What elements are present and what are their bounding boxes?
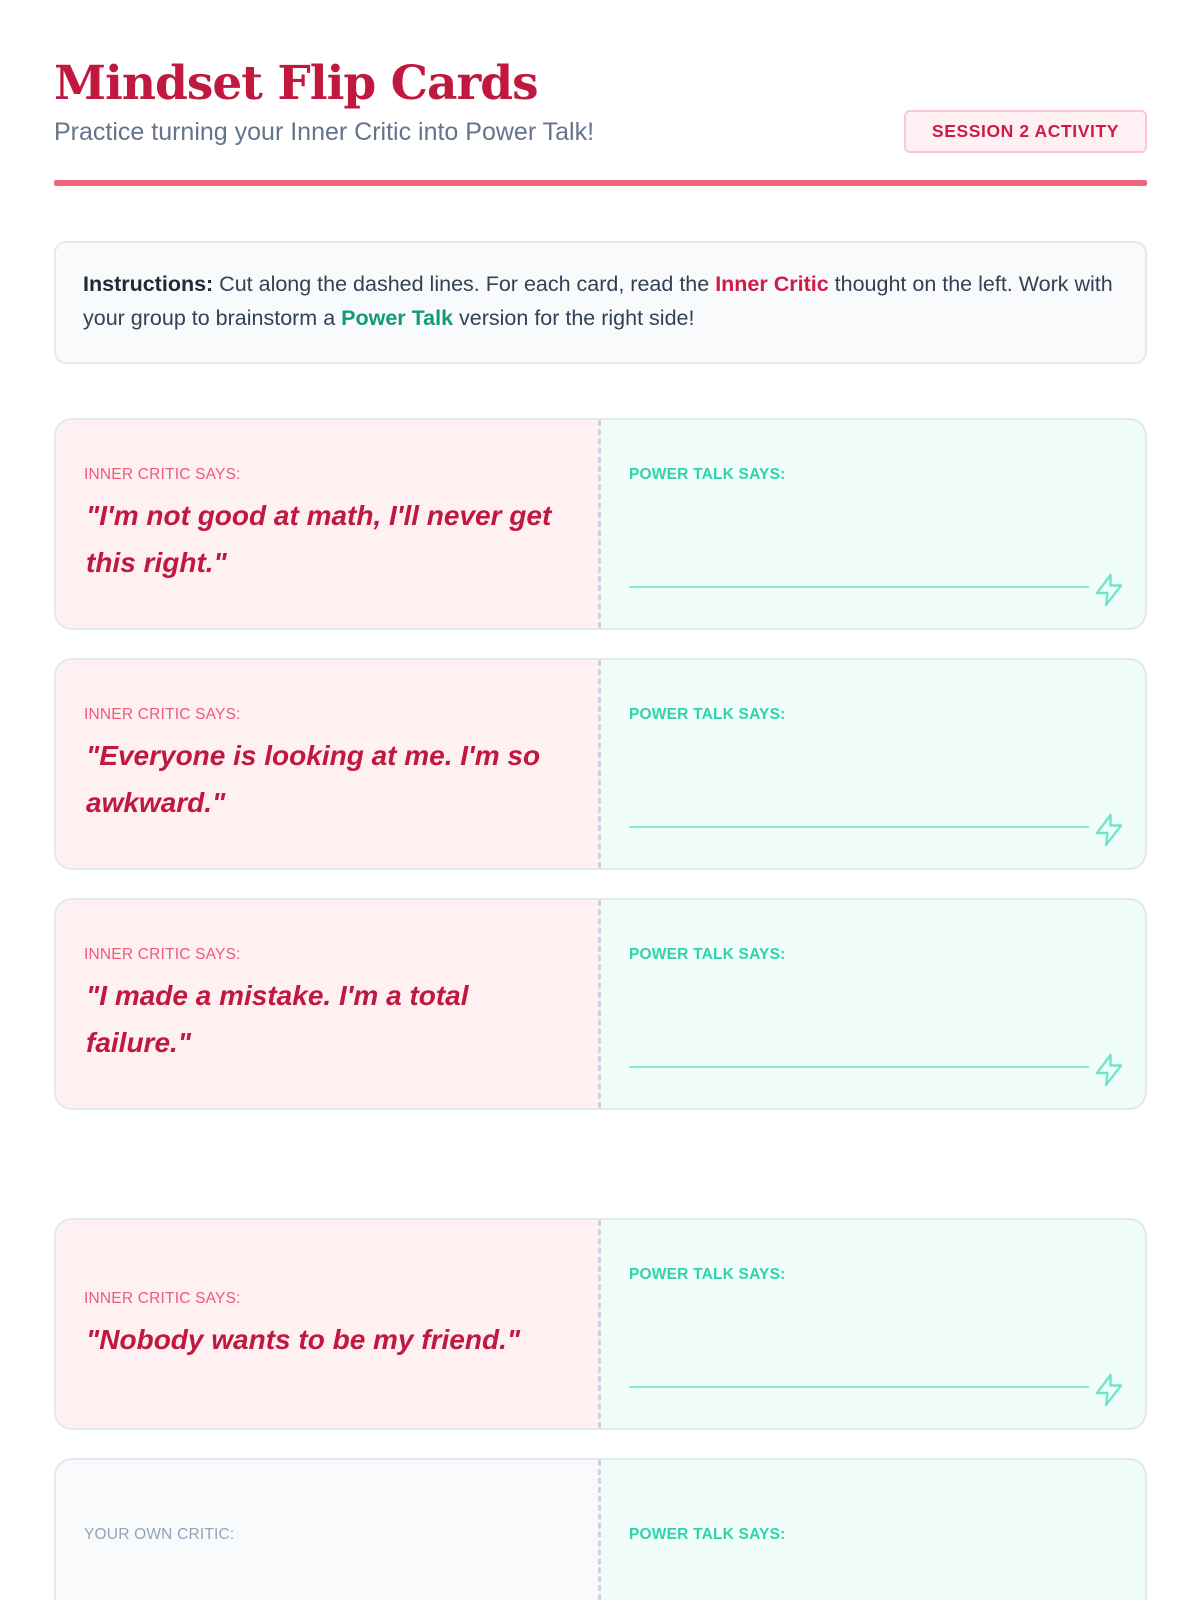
inner-critic-quote: "Everyone is looking at me. I'm so awkward." bbox=[86, 740, 541, 818]
power-talk-side bbox=[601, 420, 1145, 628]
inner-critic-side bbox=[56, 660, 601, 868]
lightning-bolt-icon bbox=[1091, 1370, 1127, 1410]
instructions-text-3: version for the right side! bbox=[453, 306, 695, 330]
power-talk-answer-line[interactable] bbox=[629, 586, 1089, 588]
page-subtitle: Practice turning your Inner Critic into Power Talk! bbox=[54, 118, 595, 146]
power-talk-answer-line[interactable] bbox=[629, 1066, 1089, 1068]
inner-critic-side bbox=[56, 1220, 601, 1428]
power-talk-side bbox=[601, 1460, 1145, 1600]
lightning-bolt-icon bbox=[1091, 1050, 1127, 1090]
session-badge: SESSION 2 ACTIVITY bbox=[904, 110, 1147, 153]
power-talk-term: Power Talk bbox=[341, 306, 454, 330]
power-talk-answer-line[interactable] bbox=[629, 826, 1089, 828]
power-talk-label: POWER TALK SAYS: bbox=[629, 946, 786, 963]
inner-critic-side bbox=[56, 420, 601, 628]
instructions-text-2: thought on the left. Work with your group to brainstorm a bbox=[83, 272, 1113, 330]
power-talk-label: POWER TALK SAYS: bbox=[629, 466, 786, 483]
flip-card bbox=[54, 1218, 1147, 1430]
flip-card bbox=[54, 418, 1147, 630]
power-talk-answer-line[interactable] bbox=[629, 1386, 1089, 1388]
inner-critic-label: INNER CRITIC SAYS: bbox=[84, 1290, 241, 1307]
own-critic-side bbox=[56, 1460, 601, 1600]
header-divider bbox=[54, 180, 1147, 186]
inner-critic-side bbox=[56, 900, 601, 1108]
instructions-box bbox=[54, 241, 1147, 364]
inner-critic-label: INNER CRITIC SAYS: bbox=[84, 946, 241, 963]
power-talk-label: POWER TALK SAYS: bbox=[629, 706, 786, 723]
inner-critic-label: INNER CRITIC SAYS: bbox=[84, 466, 241, 483]
lightning-bolt-icon bbox=[1091, 570, 1127, 610]
inner-critic-quote: "I made a mistake. I'm a total failure." bbox=[86, 980, 469, 1058]
power-talk-side bbox=[601, 1220, 1145, 1428]
page-header bbox=[54, 52, 1147, 188]
flip-card-own bbox=[54, 1458, 1147, 1600]
power-talk-label: POWER TALK SAYS: bbox=[629, 1526, 786, 1543]
inner-critic-quote: "I'm not good at math, I'll never get this right." bbox=[86, 500, 552, 578]
instructions-lead: Instructions: bbox=[83, 272, 214, 296]
flip-card bbox=[54, 658, 1147, 870]
power-talk-side bbox=[601, 900, 1145, 1108]
power-talk-side bbox=[601, 660, 1145, 868]
instructions-text-1: Cut along the dashed lines. For each card, read the bbox=[213, 272, 716, 296]
inner-critic-quote: "Nobody wants to be my friend." bbox=[86, 1324, 521, 1355]
power-talk-label: POWER TALK SAYS: bbox=[629, 1266, 786, 1283]
page-title: Mindset Flip Cards bbox=[54, 56, 538, 111]
own-critic-label: YOUR OWN CRITIC: bbox=[84, 1526, 235, 1543]
inner-critic-label: INNER CRITIC SAYS: bbox=[84, 706, 241, 723]
inner-critic-term: Inner Critic bbox=[715, 272, 829, 296]
lightning-bolt-icon bbox=[1091, 810, 1127, 850]
flip-card bbox=[54, 898, 1147, 1110]
